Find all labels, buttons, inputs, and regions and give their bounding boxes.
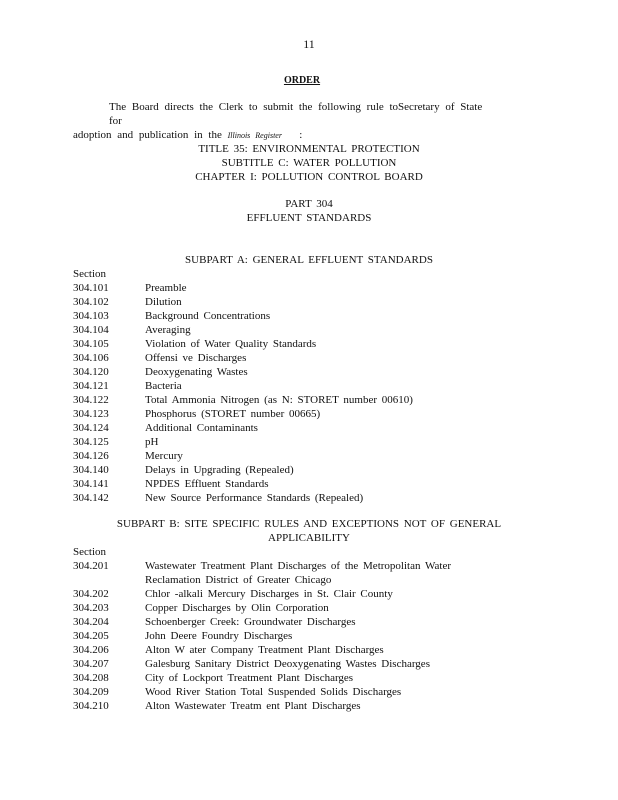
section-title: Mercury xyxy=(145,450,183,462)
section-entry xyxy=(73,643,543,657)
section-number: 304.204 xyxy=(73,616,109,628)
section-entry xyxy=(73,463,543,477)
section-title: Alton Wastewater Treatm ent Plant Discharges xyxy=(145,700,361,712)
section-title: NPDES Effluent Standards xyxy=(145,478,269,490)
section-number: 304.121 xyxy=(73,380,109,392)
chapter-line: CHAPTER I: POLLUTION CONTROL BOARD xyxy=(195,171,423,183)
section-title: City of Lockport Treatment Plant Discharges xyxy=(145,672,354,684)
section-number: 304.206 xyxy=(73,644,109,656)
section-entry xyxy=(73,323,543,337)
section-entry xyxy=(73,295,543,309)
section-entry xyxy=(73,309,543,323)
section-entry xyxy=(73,559,543,573)
section-title: Averaging xyxy=(145,324,191,336)
section-number: 304.106 xyxy=(73,352,109,364)
intro-line-1: The Board directs the Clerk to submit the following rule toSecretary of State for xyxy=(109,101,483,127)
intro-paragraph xyxy=(73,100,493,143)
section-entry xyxy=(73,685,543,699)
section-entry xyxy=(73,657,543,671)
section-number: 304.122 xyxy=(73,394,109,406)
section-title: Chlor -alkali Mercury Discharges in St. Clair County xyxy=(145,588,393,600)
section-number: 304.126 xyxy=(73,450,109,462)
section-entry xyxy=(73,407,543,421)
section-title-continued: Reclamation District of Greater Chicago xyxy=(145,574,332,586)
section-title: Bacteria xyxy=(145,380,182,392)
title-line: TITLE 35: ENVIRONMENTAL PROTECTION xyxy=(198,143,420,155)
section-title: Background Concentrations xyxy=(145,310,271,322)
section-number: 304.209 xyxy=(73,686,109,698)
section-number: 304.202 xyxy=(73,588,109,600)
intro-line-2-text: adoption and publication in the xyxy=(73,129,222,141)
section-number: 304.120 xyxy=(73,366,109,378)
section-number: 304.125 xyxy=(73,436,109,448)
section-entry xyxy=(73,393,543,407)
section-number: 304.104 xyxy=(73,324,109,336)
section-title: Schoenberger Creek: Groundwater Discharges xyxy=(145,616,356,628)
section-entry xyxy=(73,587,543,601)
section-number: 304.201 xyxy=(73,560,109,572)
subpart-b-heading-line-1: SUBPART B: SITE SPECIFIC RULES AND EXCEPTIONS NOT OF GENERAL xyxy=(116,518,502,530)
intro-colon: : xyxy=(299,129,303,141)
section-entry xyxy=(73,491,543,505)
section-number: 304.140 xyxy=(73,464,109,476)
page-number: 11 xyxy=(303,37,315,51)
section-entry xyxy=(73,601,543,615)
section-title: New Source Performance Standards (Repealed) xyxy=(145,492,364,504)
part-block xyxy=(0,197,618,225)
section-label-a: Section xyxy=(73,268,106,280)
section-entry xyxy=(73,281,543,295)
section-title: Wood River Station Total Suspended Solids Discharges xyxy=(145,686,402,698)
section-title: Offensi ve Discharges xyxy=(145,352,247,364)
intro-line-2 xyxy=(73,128,493,143)
section-number: 304.102 xyxy=(73,296,109,308)
section-entry xyxy=(73,477,543,491)
order-heading xyxy=(0,74,618,88)
section-number: 304.141 xyxy=(73,478,109,490)
section-number: 304.208 xyxy=(73,672,109,684)
title-block xyxy=(0,142,618,184)
section-title: Additional Contaminants xyxy=(145,422,258,434)
section-number: 304.210 xyxy=(73,700,109,712)
section-title: Galesburg Sanitary District Deoxygenating Wastes Discharges xyxy=(145,658,430,670)
section-number: 304.207 xyxy=(73,658,109,670)
section-label-b: Section xyxy=(73,546,106,558)
part-name: EFFLUENT STANDARDS xyxy=(246,212,372,224)
section-number: 304.105 xyxy=(73,338,109,350)
section-entry xyxy=(73,435,543,449)
section-entry xyxy=(73,671,543,685)
section-title: Violation of Water Quality Standards xyxy=(145,338,317,350)
journal-name: Illinois Register xyxy=(227,131,282,140)
subpart-b-heading xyxy=(0,517,618,545)
section-number: 304.101 xyxy=(73,282,109,294)
subpart-a-section-list xyxy=(73,281,543,505)
section-entry xyxy=(73,337,543,351)
section-title: Alton W ater Company Treatment Plant Discharges xyxy=(145,644,384,656)
order-heading-text: ORDER xyxy=(283,75,321,86)
section-title: John Deere Foundry Discharges xyxy=(145,630,293,642)
section-title: Phosphorus (STORET number 00665) xyxy=(145,408,321,420)
section-number: 304.142 xyxy=(73,492,109,504)
section-entry xyxy=(73,615,543,629)
section-entry xyxy=(73,699,543,713)
section-title: Wastewater Treatment Plant Discharges of the Metropolitan Water xyxy=(145,560,451,572)
section-number: 304.205 xyxy=(73,630,109,642)
section-title: pH xyxy=(145,436,159,448)
section-entry xyxy=(73,449,543,463)
section-entry xyxy=(73,421,543,435)
section-title: Deoxygenating Wastes xyxy=(145,366,248,378)
section-title: Dilution xyxy=(145,296,182,308)
subpart-a-heading: SUBPART A: GENERAL EFFLUENT STANDARDS xyxy=(185,254,433,266)
section-number: 304.123 xyxy=(73,408,109,420)
section-title: Total Ammonia Nitrogen (as N: STORET number 00610) xyxy=(145,394,413,406)
section-title: Copper Discharges by Olin Corporation xyxy=(145,602,329,614)
subpart-b-heading-line-2: APPLICABILITY xyxy=(268,532,350,544)
section-entry xyxy=(73,365,543,379)
subpart-b-section-list xyxy=(73,559,543,713)
section-number: 304.103 xyxy=(73,310,109,322)
section-entry xyxy=(73,629,543,643)
section-entry xyxy=(73,351,543,365)
subtitle-line: SUBTITLE C: WATER POLLUTION xyxy=(221,157,397,169)
section-title: Delays in Upgrading (Repealed) xyxy=(145,464,294,476)
section-title: Preamble xyxy=(145,282,187,294)
section-number: 304.124 xyxy=(73,422,109,434)
section-entry xyxy=(73,379,543,393)
part-number: PART 304 xyxy=(285,198,333,210)
section-number: 304.203 xyxy=(73,602,109,614)
